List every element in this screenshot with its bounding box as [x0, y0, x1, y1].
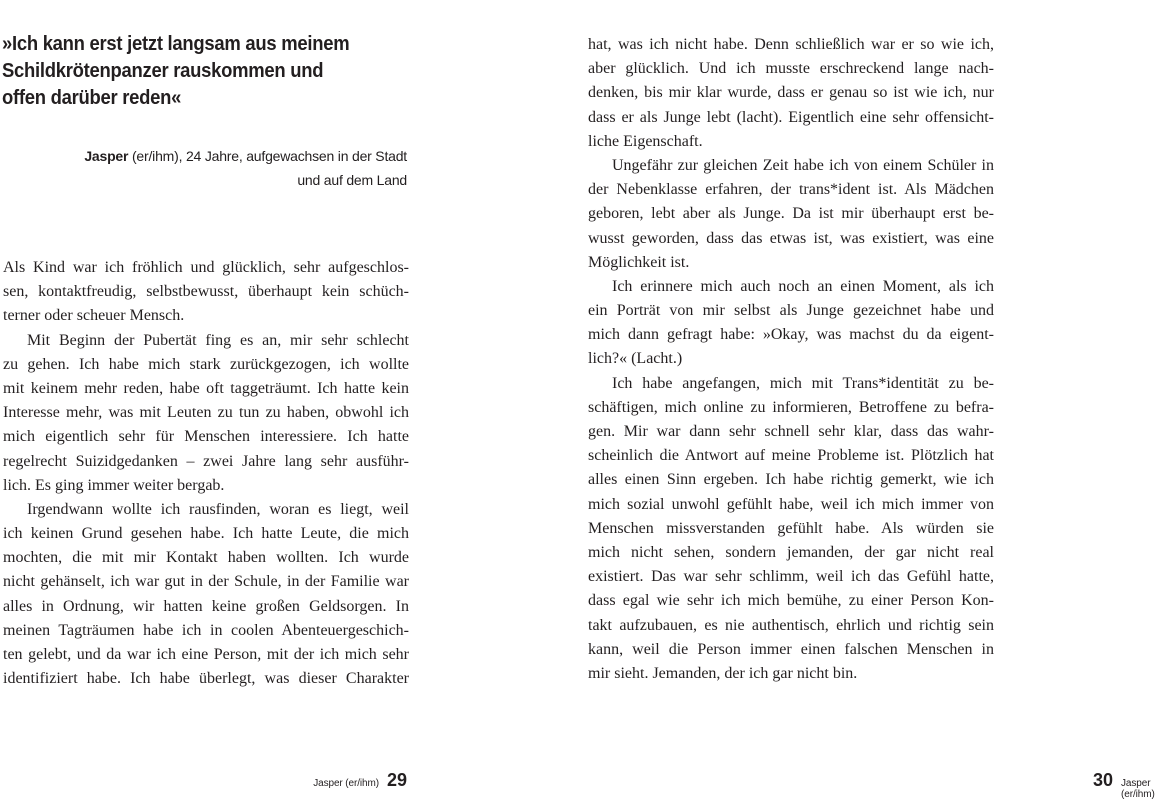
text-line: identifiziert habe. Ich habe überlegt, was dieser Charakter	[3, 670, 409, 688]
text-line: mit keinem mehr reden, habe oft taggeträumt. Ich hatte kein	[3, 379, 409, 397]
text-line: existiert. Das war sehr schlimm, weil ich das Gefühl hatte,	[588, 568, 994, 586]
footer-left	[313, 770, 407, 791]
byline	[84, 144, 407, 192]
right-page	[500, 0, 1155, 800]
text-line: alles in Ordnung, wir hatten keine großen Geldsorgen. In	[3, 597, 409, 615]
text-line: Als Kind war ich fröhlich und glücklich, sehr aufgeschlos-	[3, 259, 409, 276]
text-line: geboren, lebt aber als Junge. Da ist mir überhaupt erst be-	[588, 205, 994, 223]
body-text-right	[588, 33, 994, 686]
text-line: aber glücklich. Und ich musste erschreckend lange nach-	[588, 60, 994, 78]
text-line: takt aufzubauen, es nie authentisch, ehrlich und richtig sein	[588, 616, 994, 634]
text-line: regelrecht Suizidgedanken – zwei Jahre lang sehr ausführ-	[3, 452, 409, 470]
running-head: Jasper (er/ihm)	[313, 778, 379, 789]
running-head: Jasper (er/ihm)	[1121, 778, 1155, 800]
text-line: alles einen Sinn ergeben. Ich habe richtig gemerkt, wie ich	[588, 471, 994, 489]
page-number: 29	[386, 770, 407, 790]
text-line: meinen Tagträumen habe ich in coolen Abenteuergeschich-	[3, 621, 409, 639]
text-line: denken, bis mir klar wurde, dass er genau so ist wie ich, nur	[588, 84, 994, 102]
text-line: zu gehen. Ich habe mich stark zurückgezogen, ich wollte	[3, 355, 409, 373]
title-line: offen darüber reden«	[2, 86, 182, 109]
text-line: schäftigen, mich online zu informieren, Betroffene zu befra-	[588, 398, 994, 416]
text-line: mich sozial unwohl gefühlt habe, weil ich mich immer von	[588, 495, 994, 513]
text-line: Ich erinnere mich auch noch an einen Moment, als ich	[612, 277, 994, 295]
text-line: Ich habe angefangen, mich mit Trans*identität zu be-	[612, 374, 994, 392]
left-page	[0, 0, 500, 800]
text-line: sen, kontaktfreudig, selbstbewusst, überhaupt kein schüch-	[3, 283, 409, 301]
text-line: der Nebenklasse erfahren, der trans*ident ist. Als Mädchen	[588, 181, 994, 199]
text-line: Irgendwann wollte ich rausfinden, woran es liegt, weil	[27, 500, 409, 518]
byline-name: Jasper	[84, 148, 129, 164]
text-line: dass er als Junge lebt (lacht). Eigentlich eine sehr offensicht-	[588, 108, 994, 126]
text-line: terner oder scheuer Mensch.	[3, 307, 185, 325]
text-line: Mit Beginn der Pubertät fing es an, mir sehr schlecht	[27, 331, 409, 349]
text-line: liche Eigenschaft.	[588, 132, 703, 150]
text-line: Ungefähr zur gleichen Zeit habe ich von einem Schüler in	[612, 156, 994, 174]
byline-details: (er/ihm), 24 Jahre, aufgewachsen in der Stadt	[128, 148, 407, 164]
footer-right	[1093, 770, 1155, 800]
text-line: ten gelebt, und da war ich eine Person, mit der ich mich sehr	[3, 646, 409, 663]
page-number: 30	[1093, 770, 1114, 790]
text-line: hat, was ich nicht habe. Denn schließlich war er so wie ich,	[588, 36, 994, 53]
text-line: mochten, die mit mir Kontakt haben wollten. Ich wurde	[3, 549, 409, 567]
text-line: gen. Mir war dann sehr schnell sehr klar, dass das wahr-	[588, 423, 994, 440]
text-line: mich dann gefragt habe: »Okay, was machst du da eigent-	[588, 326, 994, 344]
text-line: ein Porträt von mir selbst als Junge gezeichnet habe und	[588, 302, 994, 320]
text-line: mich nicht sehen, sondern jemanden, der gar nicht real	[588, 543, 994, 561]
text-line: nicht gehänselt, ich war gut in der Schule, in der Familie war	[3, 573, 409, 591]
title-line: »Ich kann erst jetzt langsam aus meinem	[2, 32, 350, 55]
chapter-title	[2, 30, 350, 111]
text-line: mir sieht. Jemanden, der ich gar nicht bin.	[588, 664, 858, 682]
byline-line	[84, 144, 407, 168]
text-line: ich keinen Grund gesehen habe. Ich hatte Leute, die mich	[3, 525, 409, 543]
text-line: scheinlich die Antwort auf meine Probleme ist. Plötzlich hat	[588, 447, 994, 465]
text-line: lich. Es ging immer weiter bergab.	[3, 476, 225, 494]
title-line: Schildkrötenpanzer rauskommen und	[2, 59, 324, 82]
text-line: Interesse mehr, was mit Leuten zu tun zu haben, obwohl ich	[3, 404, 409, 422]
text-line: mich eigentlich sehr für Menschen interessiere. Ich hatte	[3, 428, 409, 446]
text-line: kann, weil die Person immer einen falschen Menschen in	[588, 640, 994, 658]
byline-line: und auf dem Land	[297, 172, 407, 188]
text-line: wusst geworden, dass das etwas ist, was existiert, was eine	[588, 229, 994, 247]
text-line: Möglichkeit ist.	[588, 253, 690, 271]
text-line: lich?« (Lacht.)	[588, 350, 683, 368]
text-line: dass egal wie sehr ich mich bemühe, zu einer Person Kon-	[588, 592, 994, 610]
text-line: Menschen missverstanden gefühlt habe. Als würden sie	[588, 519, 994, 537]
body-text-left	[3, 256, 409, 691]
